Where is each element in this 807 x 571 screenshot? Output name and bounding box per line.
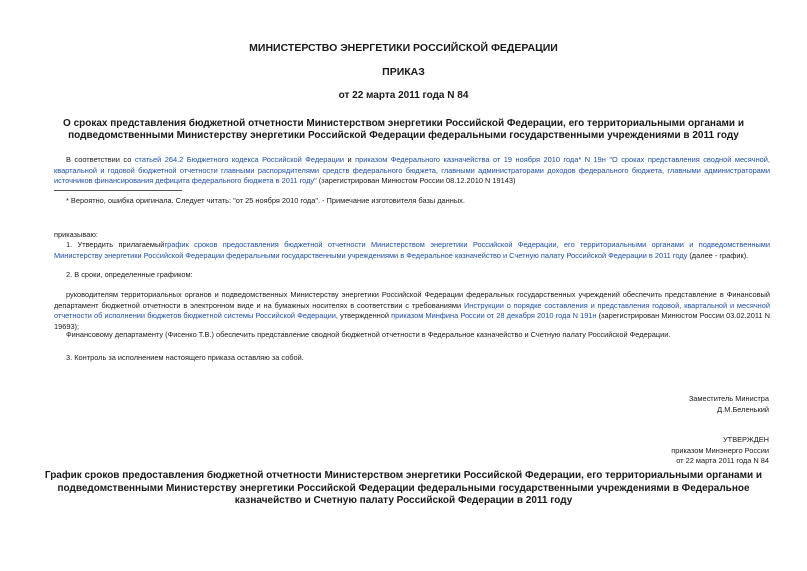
minfin-order-link[interactable]: приказом Минфина России от 28 декабря 2010 года N 191н: [391, 311, 597, 320]
preamble-text-3: (зарегистрирован Минюстом России 08.12.2010 N 19143): [316, 176, 516, 185]
footnote-divider: [54, 190, 182, 191]
item-2b: Финансовому департаменту (Фисенко Т.В.) обеспечить представление сводной бюджетной отчетности в Федеральное казначейство и Счетную палату Российской Федерации.: [66, 330, 671, 339]
schedule-link[interactable]: график сроков предоставления бюджетной отчетности Министерством энергетики Российской Федерации, его территориальными органами и подведомственными Министерству энергетики Российской Федерации федеральными государственными учреждениями в Федеральное казначейство и Счетную палату Российской Федерации в 2011 году: [54, 240, 770, 260]
item-2a: [54, 290, 770, 332]
item-1-text-2: (далее - график).: [687, 250, 749, 260]
item-1-text-1: 1. Утвердить прилагаемый: [66, 240, 165, 249]
preamble-paragraph: [54, 155, 770, 187]
budget-code-link[interactable]: статьей 264.2 Бюджетного кодекса Российской Федерации: [134, 155, 344, 164]
item-2: 2. В сроки, определенные графиком:: [66, 270, 193, 279]
item-2a-text-1: руководителям территориальных органов и подведомственных Министерству энергетики Российской Федерации федеральных государственных учреждений обеспечить представление в Финансовый департамент бюджетной отчетности в электронном виде и на бумажных носителях в соответствии с требованиями: [54, 290, 770, 310]
ministry-heading: МИНИСТЕРСТВО ЭНЕРГЕТИКИ РОССИЙСКОЙ ФЕДЕРАЦИИ: [249, 42, 558, 54]
doc-type-heading: ПРИКАЗ: [382, 66, 425, 78]
item-2a-text-2: , утвержденной: [335, 311, 392, 320]
item-2a-text-3: (зарегистрирован Минюстом России 03.02.2011 N 19693);: [54, 311, 770, 331]
signature-block: [689, 394, 769, 415]
approval-line-1: приказом Минэнерго России: [671, 445, 769, 455]
preamble-text-2: и: [343, 155, 356, 164]
order-word: приказываю:: [54, 230, 98, 239]
signature-name: Д.М.Беленький: [717, 404, 769, 414]
document-title: О сроках представления бюджетной отчетности Министерством энергетики Российской Федерации, его территориальными органами и подведомственными Министерству энергетики Российской Федерации федеральными государственными учреждениями в 2011 году: [63, 118, 744, 141]
item-1: [54, 240, 770, 261]
signature-position: Заместитель Министра: [688, 394, 769, 403]
schedule-title: График сроков предоставления бюджетной отчетности Министерством энергетики Российской Федерации, его территориальными органами и подведомственными Министерству энергетики Российской Федерации федеральными государственными учреждениями в Федеральное казначейство и Счетную палату Российской Федерации в 2011 году: [44, 470, 763, 506]
footnote: * Вероятно, ошибка оригинала. Следует читать: "от 25 ноября 2010 года". - Примечание изготовителя базы данных.: [66, 196, 465, 205]
approval-block: [671, 435, 769, 467]
approval-word: УТВЕРЖДЕН: [722, 435, 769, 444]
approval-line-2: от 22 марта 2011 года N 84: [676, 456, 769, 465]
doc-date-number: от 22 марта 2011 года N 84: [338, 90, 469, 101]
treasury-order-link[interactable]: приказом Федерального казначейства от 19 ноября 2010 года* N 19н "О сроках представления сводной месячной, квартальной и годовой бюджетной отчетности главными распорядителями средств федерального бюджета, главными администраторами доходов федерального бюджета, главными администраторами источников финансирования дефицита федерального бюджета в 2011 году": [54, 155, 770, 185]
preamble-text-1: В соответствии со: [66, 155, 135, 164]
instruction-link[interactable]: Инструкции о порядке составления и представления годовой, квартальной и месячной отчетности об исполнении бюджетов бюджетной системы Российской Федерации: [54, 300, 770, 320]
item-3: 3. Контроль за исполнением настоящего приказа оставляю за собой.: [66, 353, 304, 362]
